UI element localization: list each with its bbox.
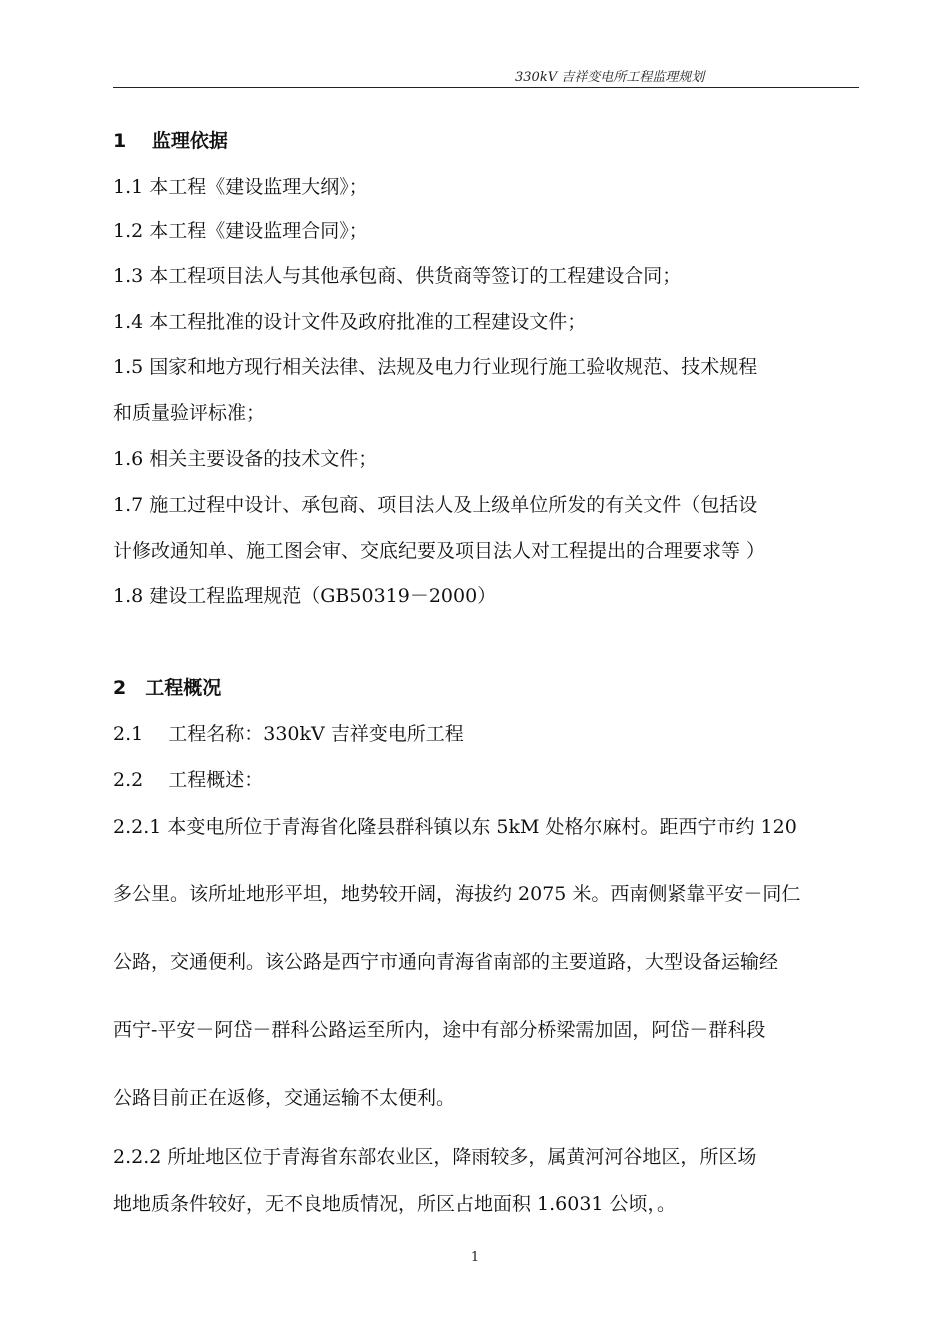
section-2-paragraph-line: 公路目前正在返修，交通运输不太便利。 [113,1087,456,1109]
section-2-heading: 2 工程概况 [113,677,222,699]
section-1-item: 1.3 本工程项目法人与其他承包商、供货商等签订的工程建设合同； [113,265,682,287]
section-2-paragraph-line: 多公里。该所址地形平坦，地势较开阔，海拔约 2075 米。西南侧紧靠平安－同仁 [113,883,801,905]
header-rule [113,87,859,88]
section-2-paragraph-line: 地地质条件较好，无不良地质情况，所区占地面积 1.6031 公顷，。 [113,1193,677,1215]
section-2-paragraph-line: 西宁-平安－阿岱－群科公路运至所内，途中有部分桥梁需加固，阿岱－群科段 [113,1019,766,1041]
section-2-paragraph-line: 2.2.1 本变电所位于青海省化隆县群科镇以东 5kM 处格尔麻村。距西宁市约 120 [113,816,797,838]
section-1-item: 1.1 本工程《建设监理大纲》； [113,176,368,198]
section-2-item: 2.2 工程概述： [113,769,264,791]
section-2-paragraph-line: 公路，交通便利。该公路是西宁市通向青海省南部的主要道路，大型设备运输经 [113,951,779,973]
section-1-item: 1.8 建设工程监理规范（GB50319－2000） [113,585,497,607]
section-2-paragraph-line: 2.2.2 所址地区位于青海省东部农业区，降雨较多，属黄河河谷地区，所区场 [113,1146,757,1168]
section-1-item: 1.5 国家和地方现行相关法律、法规及电力行业现行施工验收规范、技术规程 [113,356,758,378]
section-1-heading: 1 监理依据 [113,130,228,152]
section-2-item: 2.1 工程名称：330kV 吉祥变电所工程 [113,723,464,745]
page-header-title: 330kV 吉祥变电所工程监理规划 [515,70,705,85]
section-1-item-cont: 和质量验评标准； [113,402,266,424]
section-1-item: 1.4 本工程批准的设计文件及政府批准的工程建设文件； [113,311,587,333]
section-1-item: 1.7 施工过程中设计、承包商、项目法人及上级单位所发的有关文件（包括设 [113,494,758,516]
section-1-item: 1.6 相关主要设备的技术文件； [113,448,378,470]
section-1-item-cont: 计修改通知单、施工图会审、交底纪要及项目法人对工程提出的合理要求等 ） [113,540,766,562]
section-1-item: 1.2 本工程《建设监理合同》； [113,220,368,242]
page-number: 1 [470,1250,480,1265]
